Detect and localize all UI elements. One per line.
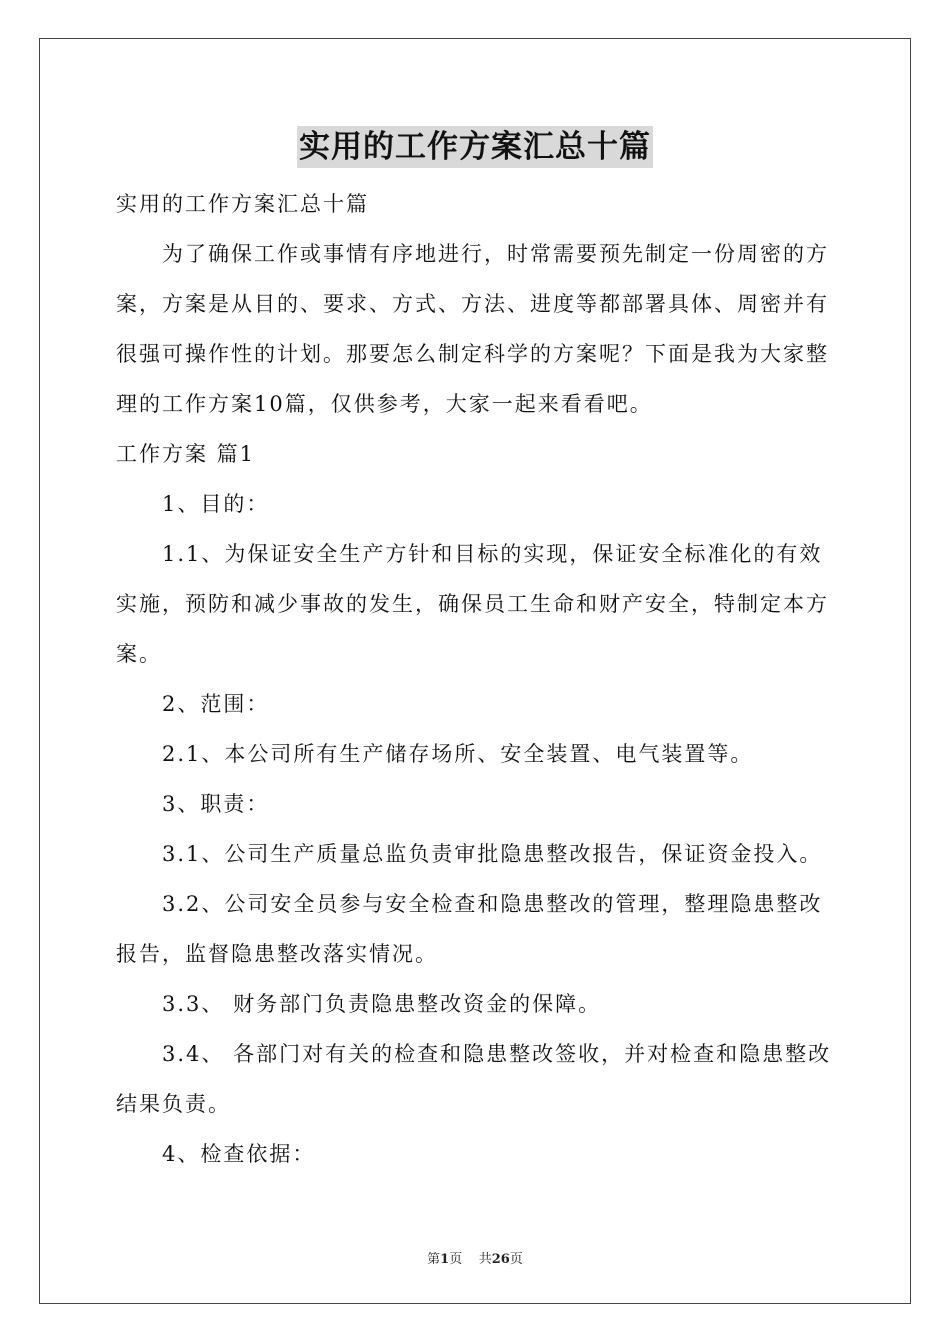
title-wrap xyxy=(0,126,950,168)
total-pages-label: 共26页 xyxy=(478,1252,523,1267)
paragraph: 4、检查依据： xyxy=(162,1142,316,1166)
document-body xyxy=(116,179,836,1179)
page-footer xyxy=(0,1248,950,1267)
paragraph: 为了确保工作或事情有序地进行，时常需要预先制定一份周密的方案，方案是从目的、要求、方式、方法、进度等都部署具体、周密并有很强可操作性的计划。那要怎么制定科学的方案呢？下面是我为大家整理的工作方案10篇，仅供参考，大家一起来看看吧。 xyxy=(116,242,829,416)
paragraph: 实用的工作方案汇总十篇 xyxy=(116,192,369,216)
paragraph: 2.1、本公司所有生产储存场所、安全装置、电气装置等。 xyxy=(162,742,754,766)
paragraph: 3.1、公司生产质量总监负责审批隐患整改报告，保证资金投入。 xyxy=(162,842,823,866)
page-label: 第1页 xyxy=(427,1252,463,1267)
paragraph: 1、目的： xyxy=(162,492,270,516)
paragraph: 3、职责： xyxy=(162,792,270,816)
paragraph: 1.1、为保证安全生产方针和目标的实现，保证安全标准化的有效实施，预防和减少事故的发生，确保员工生命和财产安全，特制定本方案。 xyxy=(116,542,829,666)
paragraph: 3.4、 各部门对有关的检查和隐患整改签收，并对检查和隐患整改结果负责。 xyxy=(116,1042,832,1116)
paragraph: 工作方案 篇1 xyxy=(116,442,256,466)
document-title: 实用的工作方案汇总十篇 xyxy=(297,126,653,168)
paragraph: 3.3、 财务部门负责隐患整改资金的保障。 xyxy=(162,992,602,1016)
paragraph: 2、范围： xyxy=(162,692,270,716)
paragraph: 3.2、公司安全员参与安全检查和隐患整改的管理，整理隐患整改报告，监督隐患整改落实情况。 xyxy=(116,892,823,966)
